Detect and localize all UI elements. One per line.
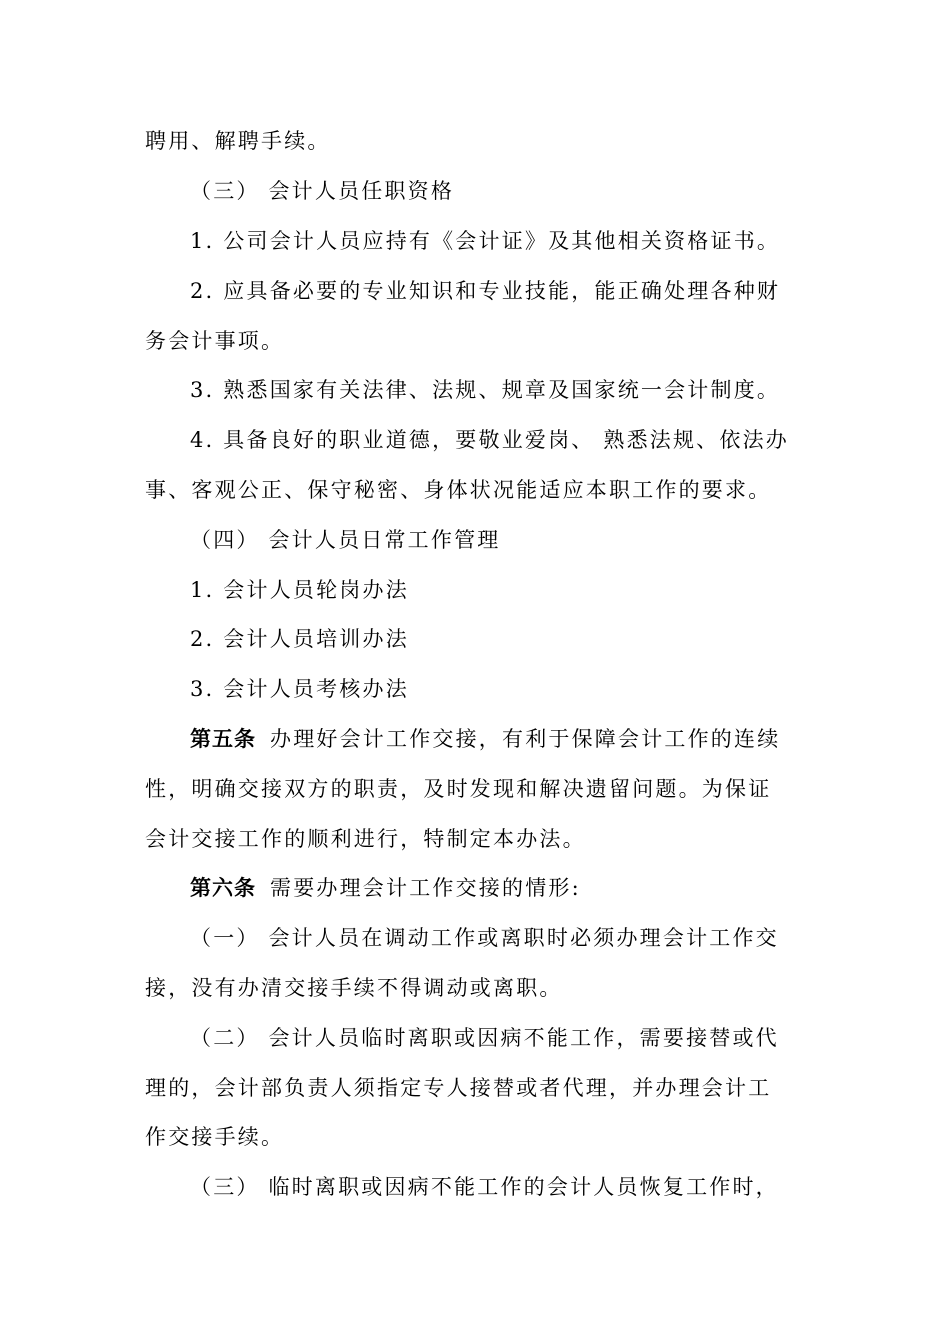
article-label: 第六条 <box>190 875 256 900</box>
article-six-first-line <box>190 873 581 903</box>
article-label: 第五条 <box>190 726 256 751</box>
list-item: 2. 会计人员培训办法 <box>190 627 409 651</box>
paragraph-line: 事、客观公正、保守秘密、身体状况能适应本职工作的要求。 <box>145 478 772 502</box>
list-item: （二） 会计人员临时离职或因病不能工作，需要接替或代 <box>190 1026 779 1050</box>
list-item: 1. 公司会计人员应持有《会计证》及其他相关资格证书。 <box>190 229 781 253</box>
list-item: 3. 熟悉国家有关法律、法规、规章及国家统一会计制度。 <box>190 378 781 402</box>
paragraph-line: 性，明确交接双方的职责，及时发现和解决遗留问题。为保证 <box>145 777 772 801</box>
paragraph-line: 作交接手续。 <box>145 1125 285 1149</box>
paragraph-line: 理的，会计部负责人须指定专人接替或者代理，并办理会计工 <box>145 1076 772 1100</box>
list-item: 4. 具备良好的职业道德，要敬业爱岗、 熟悉法规、依法办 <box>190 428 789 452</box>
list-item: （三） 临时离职或因病不能工作的会计人员恢复工作时， <box>190 1175 779 1199</box>
section-heading: （三） 会计人员任职资格 <box>190 179 455 203</box>
section-heading: （四） 会计人员日常工作管理 <box>190 528 501 552</box>
list-item: 1. 会计人员轮岗办法 <box>190 578 409 602</box>
paragraph-text: 办理好会计工作交接，有利于保障会计工作的连续 <box>270 727 781 751</box>
paragraph-line: 务会计事项。 <box>145 329 285 353</box>
paragraph-line: 会计交接工作的顺利进行，特制定本办法。 <box>145 827 586 851</box>
list-item: 2. 应具备必要的专业知识和专业技能，能正确处理各种财 <box>190 279 781 303</box>
list-item: （一） 会计人员在调动工作或离职时必须办理会计工作交 <box>190 926 779 950</box>
paragraph-line: 接，没有办清交接手续不得调动或离职。 <box>145 976 563 1000</box>
list-item: 3. 会计人员考核办法 <box>190 677 409 701</box>
article-five-first-line <box>190 724 780 754</box>
paragraph-text: 需要办理会计工作交接的情形: <box>270 876 581 900</box>
paragraph-line: 聘用、解聘手续。 <box>145 129 331 153</box>
